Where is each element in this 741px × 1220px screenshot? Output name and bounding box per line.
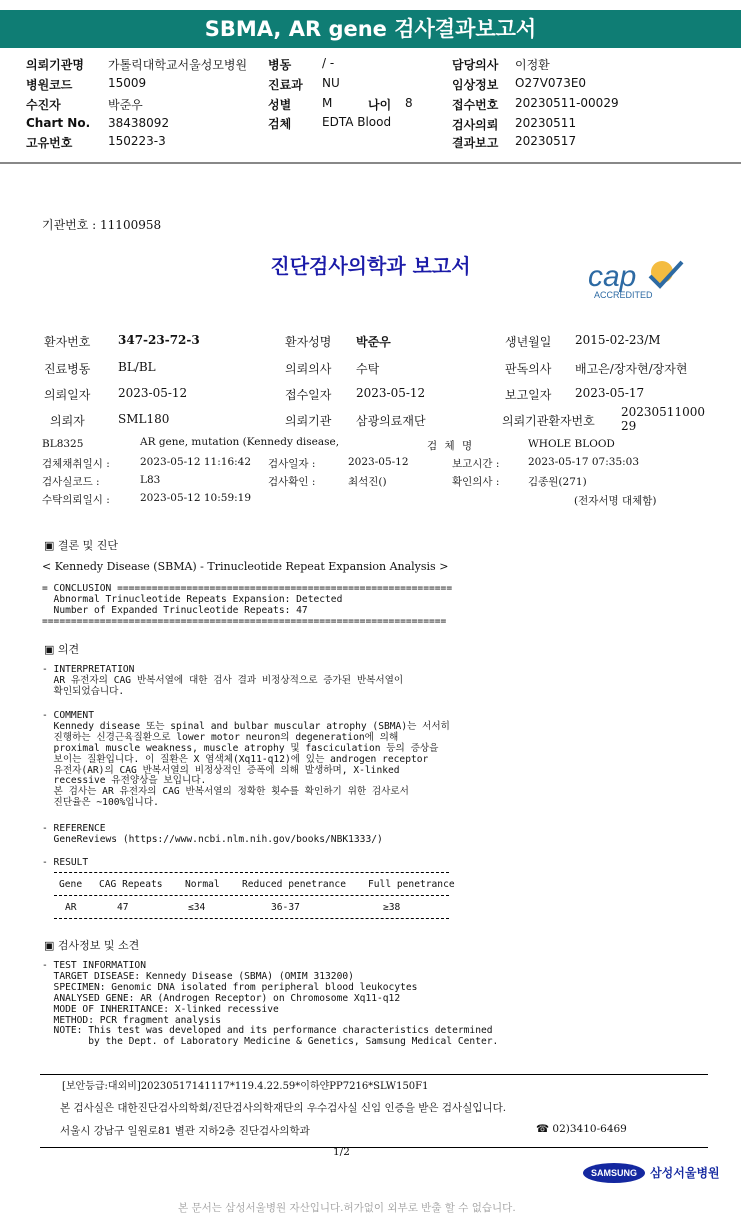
info-request-value: 2023-05-12 10:59:19 bbox=[140, 492, 252, 504]
row2-value3: 2023-05-17 bbox=[575, 386, 645, 400]
row0-label2: 환자성명 bbox=[285, 335, 332, 349]
header-mid-1-value: NU bbox=[322, 76, 340, 90]
info-reporttime-value: 2023-05-17 07:35:03 bbox=[528, 456, 640, 468]
result-header-gene: Gene bbox=[59, 879, 83, 890]
header-left-2: 수진자 bbox=[26, 98, 61, 112]
phone-line: ☎ 02)3410-6469 bbox=[536, 1123, 627, 1135]
result-rule-mid bbox=[54, 895, 449, 896]
header-age-value: 8 bbox=[405, 96, 413, 110]
row3-label1: 의뢰자 bbox=[50, 414, 85, 428]
header-left-4-value: 150223-3 bbox=[108, 134, 166, 148]
row2-value2: 2023-05-12 bbox=[356, 386, 426, 400]
header-right-1: 임상정보 bbox=[452, 78, 499, 92]
header-left-0: 의뢰기관명 bbox=[26, 58, 84, 72]
result-header-normal: Normal bbox=[185, 879, 220, 890]
header-mid-0-value: / - bbox=[322, 56, 335, 70]
header-left-3-value: 38438092 bbox=[108, 116, 170, 130]
info-doctor-value: 김종원(271) bbox=[528, 476, 587, 488]
specimen-value: WHOLE BLOOD bbox=[528, 438, 615, 450]
svg-text:cap: cap bbox=[588, 260, 637, 293]
result-header-reduced: Reduced penetrance bbox=[242, 879, 346, 890]
header-mid-3: 검체 bbox=[268, 117, 292, 131]
row3-value3: 2023051100029 bbox=[621, 405, 705, 433]
info-request-label: 수탁의뢰일시 : bbox=[42, 494, 110, 506]
result-cell-normal: ≤34 bbox=[188, 902, 206, 913]
page-number: 1/2 bbox=[333, 1146, 350, 1158]
header-right-4: 결과보고 bbox=[452, 136, 499, 150]
row1-value1: BL/BL bbox=[118, 360, 156, 374]
asset-notice: 본 문서는 삼성서울병원 자산입니다.허가없이 외부로 반출 할 수 없습니다. bbox=[178, 1202, 516, 1214]
info-labcode-label: 검사실코드 : bbox=[42, 476, 100, 488]
interpretation-block: - INTERPRETATION AR 유전자의 CAG 반복서열에 대한 검사 결과 비정상적으로 증가된 반복서열이 확인되었습니다. bbox=[42, 664, 404, 697]
esign-note: (전자서명 대체함) bbox=[574, 495, 657, 507]
header-left-4: 고유번호 bbox=[26, 136, 73, 150]
row2-label3: 보고일자 bbox=[505, 388, 552, 402]
test-code: BL8325 bbox=[42, 438, 84, 450]
row0-value1: 347-23-72-3 bbox=[118, 333, 200, 347]
info-confirm-value: 최석진() bbox=[348, 476, 387, 488]
row1-value3: 배고은/장자현/장자현 bbox=[575, 362, 688, 376]
row1-label1: 진료병동 bbox=[44, 362, 91, 376]
header-mid-0: 병동 bbox=[268, 58, 292, 72]
result-cell-reduced: 36-37 bbox=[271, 902, 300, 913]
row3-label3: 의뢰기관환자번호 bbox=[502, 414, 595, 428]
report-heading: 진단검사의학과 보고서 bbox=[270, 254, 471, 278]
row2-value1: 2023-05-12 bbox=[118, 386, 188, 400]
result-header-full: Full penetrance bbox=[368, 879, 455, 890]
header-mid-1: 진료과 bbox=[268, 78, 303, 92]
header-left-0-value: 가톨릭대학교서울성모병원 bbox=[108, 58, 248, 72]
result-cell-gene: AR bbox=[65, 902, 77, 913]
certification-line: 본 검사실은 대한진단검사의학회/진단검사의학재단의 우수검사실 신임 인증을 받은 검사실입니다. bbox=[60, 1102, 507, 1114]
result-rule-top bbox=[54, 872, 449, 873]
header-right-2-value: 20230511-00029 bbox=[515, 96, 619, 110]
info-collect-label: 검체채취일시 : bbox=[42, 458, 110, 470]
header-right-0: 담당의사 bbox=[452, 58, 499, 72]
header-divider bbox=[0, 162, 741, 164]
section-conclusion-title: ▣ 결론 및 진단 bbox=[44, 539, 119, 552]
header-age-label: 나이 bbox=[368, 98, 392, 112]
row2-label1: 의뢰일자 bbox=[44, 388, 91, 402]
info-collect-value: 2023-05-12 11:16:42 bbox=[140, 456, 252, 468]
row3-value1: SML180 bbox=[118, 412, 170, 426]
result-header-cag: CAG Repeats bbox=[99, 879, 163, 890]
institution-number: 기관번호 : 11100958 bbox=[42, 218, 162, 232]
report-title: SBMA, AR gene 검사결과보고서 bbox=[204, 17, 537, 41]
info-confirm-label: 검사확인 : bbox=[268, 476, 316, 488]
row1-label2: 의뢰의사 bbox=[285, 362, 332, 376]
header-mid-2-value: M bbox=[322, 96, 333, 110]
section-conclusion-subtitle: < Kennedy Disease (SBMA) - Trinucleotide Repeat Expansion Analysis > bbox=[42, 560, 449, 573]
reference-block: - REFERENCE GeneReviews (https://www.ncbi.nlm.nih.gov/books/NBK1333/) bbox=[42, 823, 383, 845]
header-right-3-value: 20230511 bbox=[515, 116, 577, 130]
row0-label3: 생년월일 bbox=[505, 335, 552, 349]
header-right-3: 검사의뢰 bbox=[452, 118, 499, 132]
specimen-label: 검 체 명 bbox=[427, 440, 473, 452]
info-testdate-label: 검사일자 : bbox=[268, 458, 316, 470]
test-info-block: - TEST INFORMATION TARGET DISEASE: Kennedy Disease (SBMA) (OMIM 313200) SPECIMEN: Genomic DNA isolated from peripheral blood leukocytes ANALYSED GENE: AR (Androgen Receptor) on Chromosome Xq11-q12 MODE OF INHERITANCE: X-linked recessive METHOD: PCR fragment analysis NOTE: This test was developed and its performance characteristics determined by the Dept. of Laboratory Medicine & Genetics, Samsung Medical Center. bbox=[42, 960, 499, 1048]
comment-block: - COMMENT Kennedy disease 또는 spinal and bulbar muscular atrophy (SBMA)는 서서히 진행하는 신경근육질환으로 lower motor neuron의 degeneration에 의해 proximal muscle weakness, muscle atrophy 및 fasciculation 등의 증상을 보이는 질환입니다. 이 질환은 X 염색체(Xq11-q12)에 있는 androgen receptor 유전자(AR)의 CAG 반복서열의 비정상적인 증폭에 의해 발생하며, X-linked recessive 유전양상을 보입니다. 본 검사는 AR 유전자의 CAG 반복서열의 정확한 횟수를 확인하기 위한 검사로서 진단율은 ~100%입니다. bbox=[42, 710, 450, 809]
address-line: 서울시 강남구 일원로81 별관 지하2층 진단검사의학과 bbox=[60, 1125, 310, 1137]
samsung-ellipse-icon: SAMSUNG bbox=[583, 1163, 645, 1183]
result-rule-bottom bbox=[54, 918, 449, 919]
row0-value3: 2015-02-23/M bbox=[575, 333, 661, 347]
info-reporttime-label: 보고시간 : bbox=[452, 458, 500, 470]
header-right-4-value: 20230517 bbox=[515, 134, 577, 148]
header-left-1-value: 15009 bbox=[108, 76, 147, 90]
header-left-1: 병원코드 bbox=[26, 78, 73, 92]
row3-value2: 삼광의료재단 bbox=[356, 414, 426, 428]
section-testinfo-title: ▣ 검사정보 및 소견 bbox=[44, 939, 140, 952]
row0-label1: 환자번호 bbox=[44, 335, 91, 349]
test-name: AR gene, mutation (Kennedy disease, bbox=[140, 436, 340, 448]
hospital-name: 삼성서울병원 bbox=[650, 1166, 720, 1180]
security-line: [보안등급:대외비]20230517141117*119.4.22.59*이하얀PP7216*SLW150F1 bbox=[62, 1081, 429, 1092]
row1-value2: 수탁 bbox=[356, 362, 380, 376]
cap-accredited-logo bbox=[588, 256, 688, 306]
section-opinion-title: ▣ 의견 bbox=[44, 643, 80, 656]
svg-text:ACCREDITED: ACCREDITED bbox=[594, 290, 653, 300]
result-cell-cag: 47 bbox=[117, 902, 129, 913]
row2-label2: 접수일자 bbox=[285, 388, 332, 402]
row0-value2: 박준우 bbox=[356, 335, 391, 349]
result-cell-full: ≥38 bbox=[383, 902, 401, 913]
info-labcode-value: L83 bbox=[140, 474, 161, 486]
info-doctor-label: 확인의사 : bbox=[452, 476, 500, 488]
row3-label2: 의뢰기관 bbox=[285, 414, 332, 428]
info-testdate-value: 2023-05-12 bbox=[348, 456, 409, 468]
header-mid-3-value: EDTA Blood bbox=[322, 115, 392, 129]
header-mid-2: 성별 bbox=[268, 98, 292, 112]
report-title-bar bbox=[0, 10, 741, 48]
header-right-2: 접수번호 bbox=[452, 98, 499, 112]
result-title: - RESULT bbox=[42, 857, 89, 868]
samsung-hospital-logo bbox=[583, 1162, 720, 1183]
conclusion-block: = CONCLUSION ========================================================== Abnormal Trinucleotide Repeats Expansion: Detected Number of Expanded Trinucleotide Repeats: 47 ====================================================================== bbox=[42, 583, 453, 627]
header-right-1-value: O27V073E0 bbox=[515, 76, 587, 90]
header-left-3: Chart No. bbox=[26, 116, 91, 130]
header-left-2-value: 박준우 bbox=[108, 98, 143, 112]
row1-label3: 판독의사 bbox=[505, 362, 552, 376]
header-right-0-value: 이정환 bbox=[515, 58, 550, 72]
